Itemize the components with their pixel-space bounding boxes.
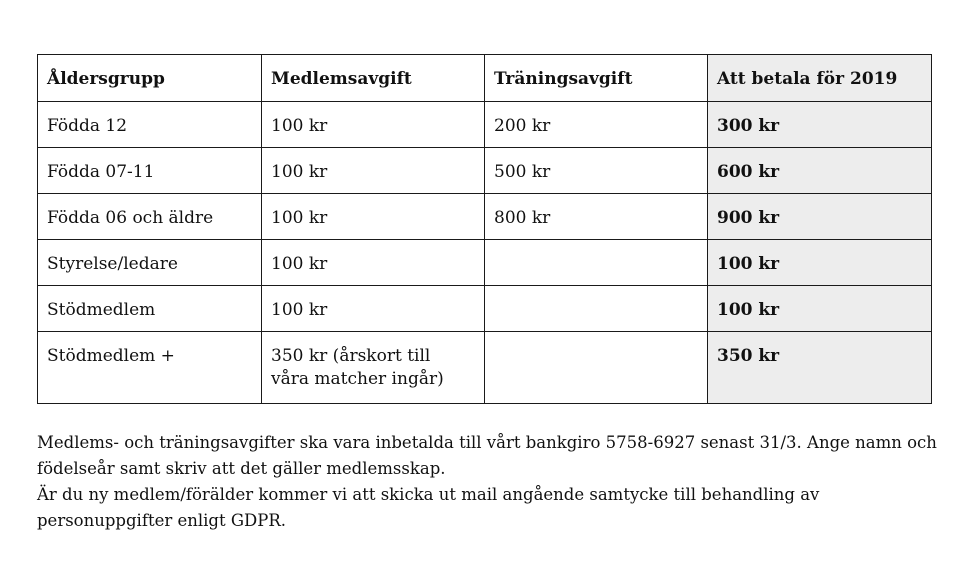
cell-membership-fee	[262, 332, 485, 404]
cell-total: 100 kr	[708, 286, 932, 332]
membership-line-2: våra matcher ingår)	[271, 369, 444, 389]
header-total: Att betala för 2019	[708, 55, 932, 102]
table-row	[38, 286, 932, 332]
cell-training-fee: 500 kr	[485, 148, 708, 194]
cell-age-group: Födda 06 och äldre	[38, 194, 262, 240]
cell-age-group: Styrelse/ledare	[38, 240, 262, 286]
fee-table	[37, 54, 932, 404]
cell-membership-fee: 100 kr	[262, 194, 485, 240]
header-age-group: Åldersgrupp	[38, 55, 262, 102]
table-row	[38, 148, 932, 194]
cell-age-group: Stödmedlem	[38, 286, 262, 332]
cell-total: 300 kr	[708, 102, 932, 148]
cell-training-fee	[485, 240, 708, 286]
cell-training-fee: 800 kr	[485, 194, 708, 240]
table-row	[38, 240, 932, 286]
cell-training-fee	[485, 332, 708, 404]
payment-instructions: Medlems- och träningsavgifter ska vara inbetalda till vårt bankgiro 5758-6927 senast 31/3. Ange namn och födelseår samt skriv att det gäller medlemsskap.	[37, 433, 937, 478]
cell-age-group: Stödmedlem +	[38, 332, 262, 404]
cell-membership-fee: 100 kr	[262, 240, 485, 286]
header-training-fee: Träningsavgift	[485, 55, 708, 102]
cell-total: 900 kr	[708, 194, 932, 240]
payment-notes	[37, 430, 937, 534]
gdpr-notice: Är du ny medlem/förälder kommer vi att skicka ut mail angående samtycke till behandling av personuppgifter enligt GDPR.	[37, 485, 820, 530]
cell-total: 600 kr	[708, 148, 932, 194]
table-row	[38, 102, 932, 148]
cell-membership-fee: 100 kr	[262, 102, 485, 148]
cell-total: 350 kr	[708, 332, 932, 404]
cell-training-fee: 200 kr	[485, 102, 708, 148]
cell-age-group: Födda 12	[38, 102, 262, 148]
cell-training-fee	[485, 286, 708, 332]
table-row	[38, 332, 932, 404]
table-row	[38, 194, 932, 240]
cell-total: 100 kr	[708, 240, 932, 286]
cell-age-group: Födda 07-11	[38, 148, 262, 194]
header-membership-fee: Medlemsavgift	[262, 55, 485, 102]
membership-line-1: 350 kr (årskort till	[271, 346, 431, 366]
cell-membership-fee: 100 kr	[262, 286, 485, 332]
cell-membership-fee: 100 kr	[262, 148, 485, 194]
table-header-row	[38, 55, 932, 102]
